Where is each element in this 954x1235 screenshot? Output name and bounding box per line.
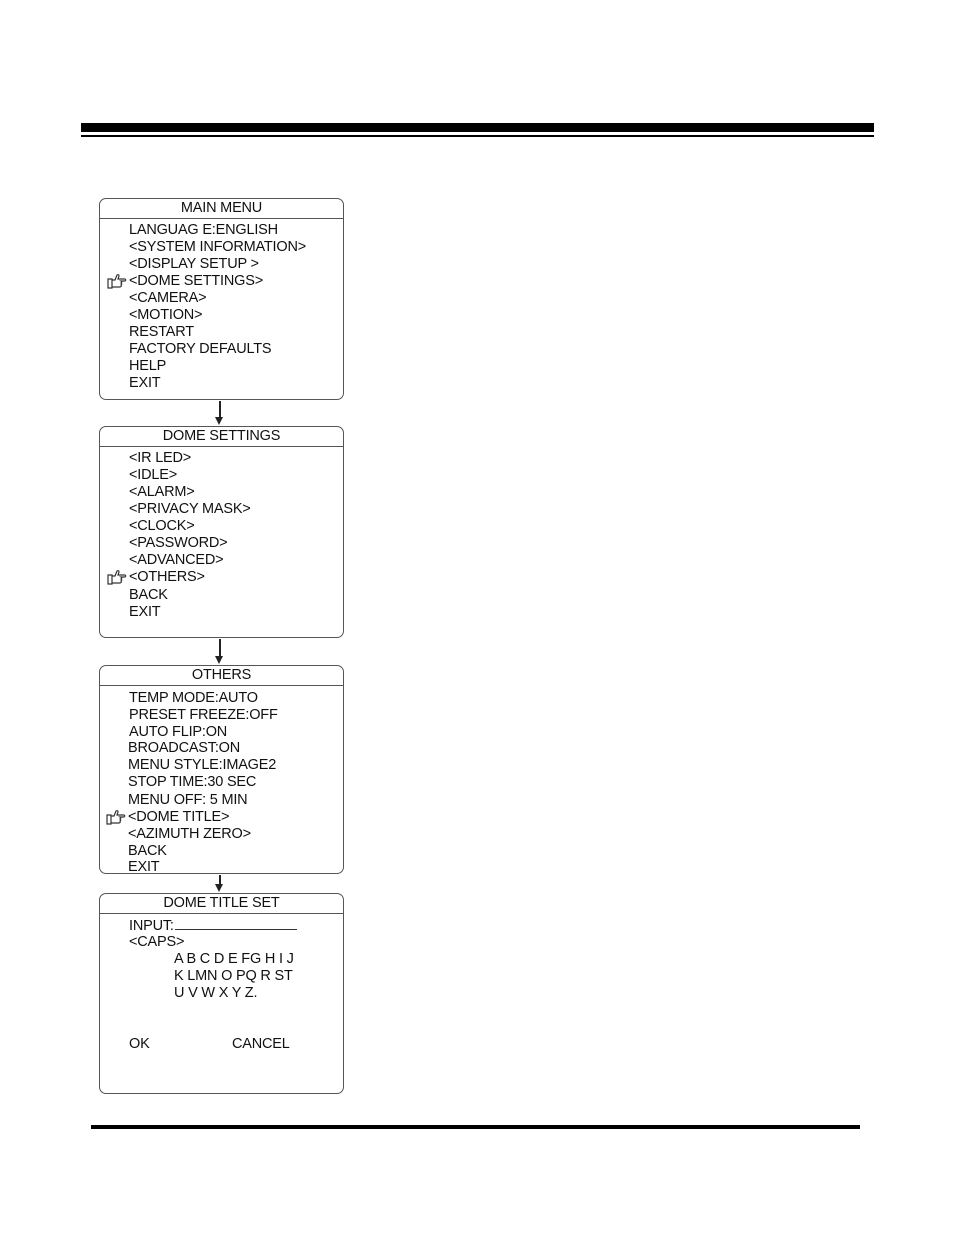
- pointing-hand-icon: [107, 273, 127, 290]
- dome-title-set-title: DOME TITLE SET: [100, 894, 343, 914]
- menu-item-exit[interactable]: EXIT: [128, 859, 160, 875]
- menu-item-azimuth-zero[interactable]: <AZIMUTH ZERO>: [128, 826, 251, 842]
- menu-item-language[interactable]: LANGUAG E:ENGLISH: [129, 222, 278, 238]
- menu-item-dome-settings[interactable]: <DOME SETTINGS>: [129, 273, 263, 289]
- menu-item-password[interactable]: <PASSWORD>: [129, 535, 228, 551]
- main-menu-title: MAIN MENU: [100, 199, 343, 219]
- menu-item-exit[interactable]: EXIT: [129, 375, 161, 391]
- caps-toggle[interactable]: <CAPS>: [129, 934, 185, 950]
- pointing-hand-icon: [106, 809, 126, 826]
- others-box: [99, 665, 344, 874]
- menu-item-privacy-mask[interactable]: <PRIVACY MASK>: [129, 501, 251, 517]
- dome-settings-title: DOME SETTINGS: [100, 427, 343, 447]
- menu-item-factory-defaults[interactable]: FACTORY DEFAULTS: [129, 341, 272, 357]
- header-rule-thick: [81, 123, 874, 132]
- flow-arrow-3: [218, 875, 222, 893]
- flow-arrow-2: [218, 639, 222, 665]
- dome-settings-box: [99, 426, 344, 638]
- menu-item-dome-title[interactable]: <DOME TITLE>: [128, 809, 230, 825]
- menu-item-menu-off[interactable]: MENU OFF: 5 MIN: [128, 792, 248, 808]
- title-input-field[interactable]: [175, 917, 297, 930]
- title-input-row[interactable]: [129, 917, 297, 935]
- footer-rule: [91, 1125, 860, 1129]
- letter-row-1[interactable]: A B C D E FG H I J: [174, 951, 294, 967]
- title-input-label: INPUT:: [129, 918, 174, 934]
- ok-button[interactable]: OK: [129, 1036, 150, 1052]
- main-menu-box: [99, 198, 344, 400]
- letter-row-2[interactable]: K LMN O PQ R ST: [174, 968, 293, 984]
- menu-item-help[interactable]: HELP: [129, 358, 167, 374]
- menu-item-back[interactable]: BACK: [129, 587, 168, 603]
- menu-item-ir-led[interactable]: <IR LED>: [129, 450, 192, 466]
- letter-row-3[interactable]: U V W X Y Z.: [174, 985, 258, 1001]
- menu-item-exit[interactable]: EXIT: [129, 604, 161, 620]
- menu-item-advanced[interactable]: <ADVANCED>: [129, 552, 224, 568]
- menu-item-restart[interactable]: RESTART: [129, 324, 194, 340]
- pointing-hand-icon: [107, 569, 127, 586]
- dome-title-set-box: [99, 893, 344, 1094]
- menu-item-menu-style[interactable]: MENU STYLE:IMAGE2: [128, 757, 277, 773]
- menu-item-broadcast[interactable]: BROADCAST:ON: [128, 740, 241, 756]
- menu-item-temp-mode[interactable]: TEMP MODE:AUTO: [129, 690, 258, 706]
- menu-item-stop-time[interactable]: STOP TIME:30 SEC: [128, 774, 257, 790]
- menu-item-motion[interactable]: <MOTION>: [129, 307, 203, 323]
- menu-item-auto-flip[interactable]: AUTO FLIP:ON: [129, 724, 228, 740]
- others-title: OTHERS: [100, 666, 343, 686]
- menu-item-display-setup[interactable]: <DISPLAY SETUP >: [129, 256, 259, 272]
- menu-item-clock[interactable]: <CLOCK>: [129, 518, 195, 534]
- menu-item-others[interactable]: <OTHERS>: [129, 569, 205, 585]
- menu-item-preset-freeze[interactable]: PRESET FREEZE:OFF: [129, 707, 278, 723]
- menu-item-idle[interactable]: <IDLE>: [129, 467, 177, 483]
- menu-item-alarm[interactable]: <ALARM>: [129, 484, 195, 500]
- flow-arrow-1: [218, 401, 222, 426]
- cancel-button[interactable]: CANCEL: [232, 1036, 290, 1052]
- header-rule-thin: [81, 135, 874, 137]
- menu-item-back[interactable]: BACK: [128, 843, 167, 859]
- menu-item-system-information[interactable]: <SYSTEM INFORMATION>: [129, 239, 307, 255]
- menu-item-camera[interactable]: <CAMERA>: [129, 290, 207, 306]
